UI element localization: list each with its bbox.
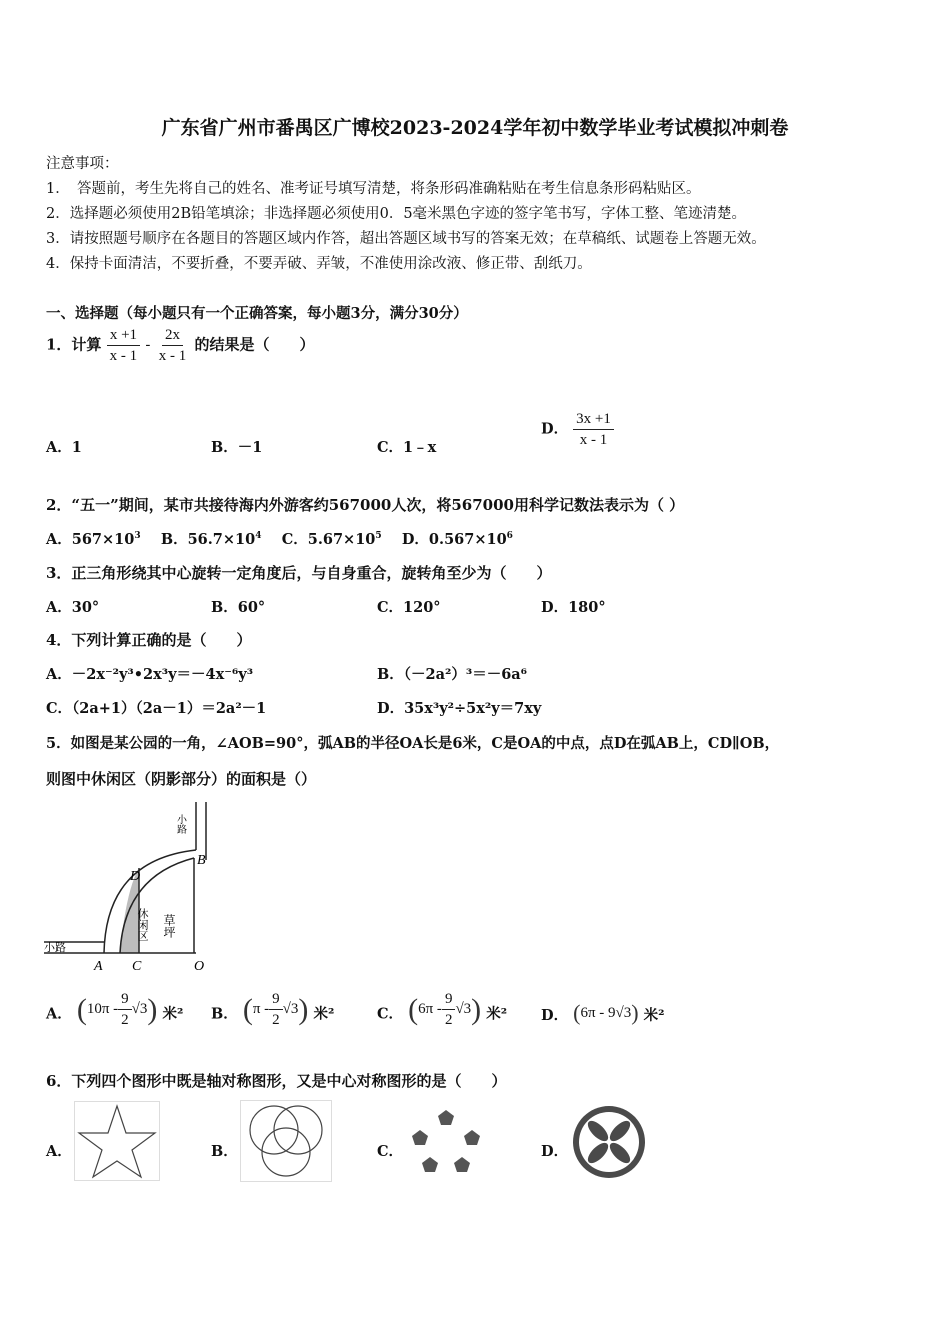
label-rest-area: 休闲区 [136,908,148,941]
option-text: B．56.7×10 [160,531,256,548]
q5-option-d[interactable]: D． ( 6π - 9√3 ) 米² [541,1000,665,1025]
numerator: 9 [442,990,456,1010]
question-6-stem: 6．下列四个图形中既是轴对称图形，又是中心对称图形的是（ ） [46,1072,507,1090]
denominator: x - 1 [109,348,138,364]
notes [46,152,766,277]
figure-frame [241,1101,332,1182]
label-grass: 草坪 [162,914,176,938]
label-point-o: O [194,959,205,974]
exponent: 3 [134,531,141,542]
numerator: 2x [162,326,183,346]
label-road-left: 小路 [44,942,66,954]
option-text: C．5.67×10 [281,531,376,548]
q4-option-b[interactable]: B．（－2a²）³＝－6a⁶ [377,666,528,683]
five-point-star [79,1106,155,1177]
denominator: x - 1 [579,432,608,448]
pentagon [438,1110,454,1125]
question-5-stem-line2: 则图中休闲区（阴影部分）的面积是（） [46,770,317,788]
unit: 米² [486,1005,508,1023]
label-point-c: C [132,959,142,974]
radical: √3 [131,1001,148,1017]
exponent: 5 [375,531,382,542]
numerator: 3x +1 [573,410,614,430]
q4-option-a[interactable]: A．－2x⁻²y³•2x³y＝－4x⁻⁶y³ [46,666,254,683]
pentagon [422,1157,438,1172]
inner-circle [579,1112,639,1172]
section-heading: 一、选择题（每小题只有一个正确答案，每小题3分，满分30分） [46,305,468,322]
minus-sign: - [145,335,151,354]
denominator: x - 1 [158,348,187,364]
option-label: C． [377,1005,404,1023]
q1-suffix: 的结果是（ ） [194,335,315,354]
note-item: 3．请按照题号顺序在各题目的答题区域内作答，超出答题区域书写的答案无效；在草稿纸、试题卷上答题无效。 [46,231,766,247]
q5-option-a[interactable]: A． ( 10π - $\frac{9}{2}$ √3 ) 米² [46,991,184,1028]
option-label: B． [211,1005,238,1023]
label-road-top: 小路 [174,814,186,834]
pentagon [454,1157,470,1172]
arc-ab-outer [104,850,196,953]
label-point-d: D [130,869,141,884]
q2-option-b[interactable] [161,531,262,548]
numerator: 9 [118,990,132,1010]
unit: 米² [643,1007,665,1024]
q1-prefix: 1．计算 [46,335,102,354]
q4-option-d[interactable]: D．35x³y²÷5x²y＝7xy [377,700,542,717]
q5-option-c[interactable]: C． ( 6π - $\frac{9}{2}$ √3 ) 米² [377,991,508,1028]
exponent: 6 [506,531,513,542]
q1-option-c[interactable]: C．1﹣x [377,439,437,456]
figure-frame [75,1102,160,1181]
circle-bottom [262,1128,310,1176]
option-label: A． [46,1005,72,1023]
note-item: 1． 答题前，考生先将自己的姓名、准考证号填写清楚，将条形码准确粘贴在考生信息条形码粘贴区。 [46,181,701,197]
denominator: 2 [444,1012,453,1028]
q1-option-a[interactable]: A．1 [46,439,82,456]
option-text: A．567×10 [46,531,135,548]
note-item: 4．保持卡面清洁，不要折叠，不要弄破、弄皱，不准使用涂改液、修正带、刮纸刀。 [46,256,592,272]
note-item: 2．选择题必须使用2B铅笔填涂；非选择题必须使用0．5毫米黑色字迹的签字笔书写，字体工整、笔迹清楚。 [46,206,747,222]
label-point-a: A [94,959,103,974]
q3-option-d[interactable]: D．180° [541,599,606,616]
q5-option-b[interactable]: B． ( π - $\frac{9}{2}$ √3 ) 米² [211,991,335,1028]
q1-fraction-2 [156,326,190,365]
q6-option-c[interactable]: C． [377,1143,404,1160]
option-expression: 6π - 9√3 [580,1004,632,1021]
option-expression: π - [252,1001,270,1017]
five-pentagons-shape [404,1104,488,1180]
option-label: D． [541,1007,569,1024]
denominator: 2 [272,1012,280,1028]
exponent: 4 [255,531,262,542]
question-3-stem: 3．正三角形绕其中心旋转一定角度后，与自身重合，旋转角至少为（ ） [46,564,552,582]
question-2-stem: 2．“五一”期间，某市共接待海内外游客约567000人次，将567000用科学记数法表示为（ ） [46,496,685,514]
q3-option-a[interactable]: A．30° [46,599,100,616]
radical: √3 [455,1001,472,1017]
option-expression: 10π - [86,1001,119,1017]
label-point-b: B [197,853,206,868]
pentagon [412,1130,428,1145]
q1-fraction-1 [107,326,141,365]
q3-option-c[interactable]: C．120° [377,599,441,616]
q4-option-c[interactable]: C．（2a+1）（2a－1）＝2a²－1 [46,700,267,717]
three-circles-shape [240,1100,332,1182]
q1-option-d-fraction [573,410,614,449]
q6-option-d[interactable]: D． [541,1143,569,1160]
q1-option-b[interactable]: B．－1 [211,439,263,456]
question-4-stem: 4．下列计算正确的是（ ） [46,631,252,649]
option-expression: 6π - [418,1001,442,1017]
q3-option-b[interactable]: B．60° [211,599,266,616]
q2-option-a[interactable] [46,531,141,548]
numerator: 9 [269,990,283,1010]
q2-option-d[interactable] [402,531,513,548]
notes-heading: 注意事项： [46,156,119,172]
question-5-stem-line1: 5．如图是某公园的一角，∠AOB=90°，弧AB的半径OA长是6米，C是OA的中点，点D在弧AB上，CD∥OB， [46,735,780,752]
option-text: D．0.567×10 [401,531,507,548]
question-1-stem [46,326,314,365]
numerator: x +1 [107,326,140,346]
park-diagram [44,798,224,976]
circle-petals-shape [570,1103,648,1181]
unit: 米² [162,1005,184,1023]
q6-option-b[interactable]: B． [211,1143,238,1160]
center-pentagon [437,1132,455,1149]
q2-options [46,528,513,549]
q1-option-d[interactable] [541,410,614,449]
radical: √3 [282,1001,299,1017]
unit: 米² [313,1005,335,1023]
denominator: 2 [121,1012,129,1028]
pentagon [464,1130,480,1145]
star-shape [74,1101,160,1181]
q6-option-a[interactable]: A． [46,1143,72,1160]
option-label: D． [541,420,569,438]
page-title: 广东省广州市番禺区广博校2023-2024学年初中数学毕业考试模拟冲刺卷 [161,117,789,139]
q2-option-c[interactable] [282,531,382,548]
